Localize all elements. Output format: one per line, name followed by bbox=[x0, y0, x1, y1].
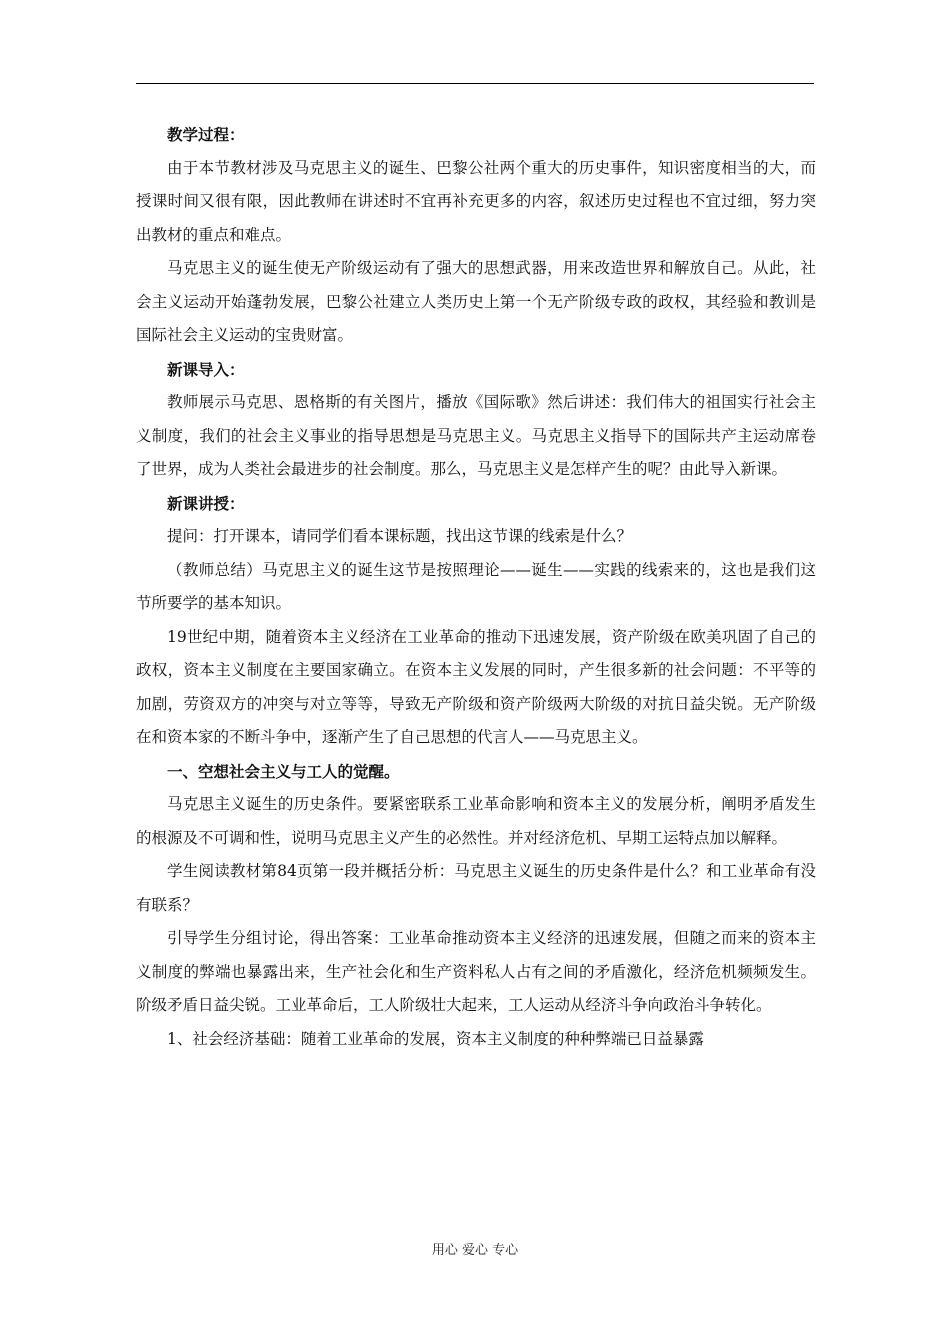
heading-new-lesson-intro: 新课导入： bbox=[167, 359, 245, 379]
paragraph: 引导学生分组讨论，得出答案：工业革命推动资本主义经济的迅速发展，但随之而来的资本主义制度的弊端也暴露出来，生产社会化和生产资料私人占有之间的矛盾激化，经济危机频频发生。阶级矛盾日益尖锐。工业革命后，工人阶级壮大起来，工人运动从经济斗争向政治斗争转化。 bbox=[136, 929, 816, 1014]
paragraph: 学生阅读教材第84页第一段并概括分析：马克思主义诞生的历史条件是什么？和工业革命有没有联系？ bbox=[136, 862, 816, 914]
paragraph: 由于本节教材涉及马克思主义的诞生、巴黎公社两个重大的历史事件，知识密度相当的大，而授课时间又很有限，因此教师在讲述时不宜再补充更多的内容，叙述历史过程也不宜过细，努力突出教材的重点和难点。 bbox=[136, 158, 816, 244]
page-footer: 用心 爱心 专心 bbox=[431, 1243, 519, 1258]
paragraph: 提问：打开课本，请同学们看本课标题，找出这节课的线索是什么？ bbox=[167, 527, 633, 545]
heading-section-one: 一、空想社会主义与工人的觉醒。 bbox=[167, 761, 400, 781]
paragraph: 1、社会经济基础：随着工业革命的发展，资本主义制度的种种弊端已日益暴露 bbox=[167, 1029, 704, 1048]
heading-new-lesson-teaching: 新课讲授： bbox=[167, 493, 245, 513]
paragraph: （教师总结）马克思主义的诞生这节是按照理论——诞生——实践的线索来的，这也是我们这节所要学的基本知识。 bbox=[136, 560, 816, 612]
paragraph: 教师展示马克思、恩格斯的有关图片，播放《国际歌》然后讲述：我们伟大的祖国实行社会主义制度，我们的社会主义事业的指导思想是马克思主义。马克思主义指导下的国际共产主运动席卷了世界，成为人类社会最进步的社会制度。那么，马克思主义是怎样产生的呢？由此导入新课。 bbox=[136, 393, 816, 478]
paragraph: 马克思主义诞生的历史条件。要紧密联系工业革命影响和资本主义的发展分析，阐明矛盾发生的根源及不可调和性，说明马克思主义产生的必然性。并对经济危机、早期工运特点加以解释。 bbox=[136, 795, 816, 847]
document-body bbox=[136, 118, 816, 1056]
paragraph: 19世纪中期，随着资本主义经济在工业革命的推动下迅速发展，资产阶级在欧美巩固了自己的政权，资本主义制度在主要国家确立。在资本主义发展的同时，产生很多新的社会问题：不平等的加剧，劳资双方的冲突与对立等等，导致无产阶级和资产阶级两大阶级的对抗日益尖锐。无产阶级在和资本家的不断斗争中，逐渐产生了自己思想的代言人——马克思主义。 bbox=[136, 627, 816, 746]
paragraph: 马克思主义的诞生使无产阶级运动有了强大的思想武器，用来改造世界和解放自己。从此，社会主义运动开始蓬勃发展，巴黎公社建立人类历史上第一个无产阶级专政的政权，其经验和教训是国际社会主义运动的宝贵财富。 bbox=[136, 259, 816, 344]
heading-teaching-process: 教学过程： bbox=[167, 125, 245, 144]
header-rule bbox=[136, 83, 814, 84]
